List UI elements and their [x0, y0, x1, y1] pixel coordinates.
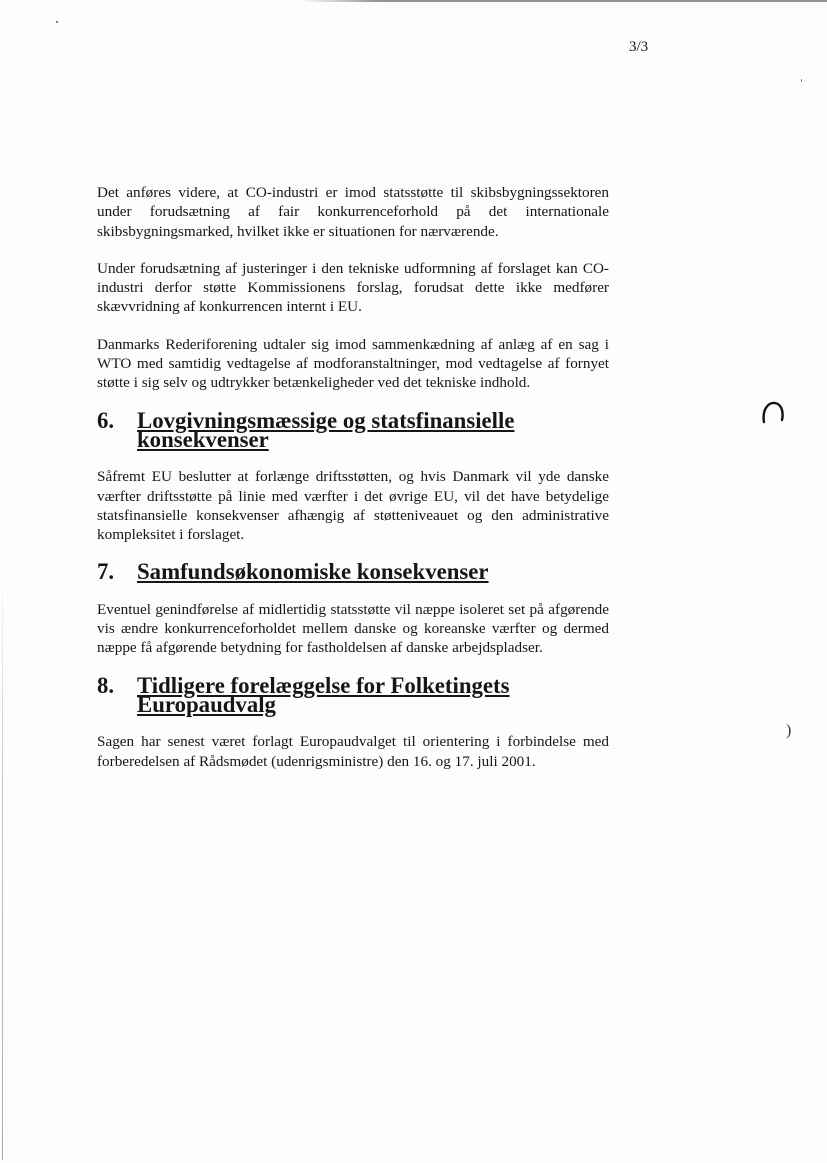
- paragraph: Danmarks Rederiforening udtaler sig imod sammenkædning af anlæg af en sag i WTO med samtidig vedtagelse af modforanstaltninger, mod vedtagelse af fornyet støtte i sig selv og udtrykker betænkeligheder ved det tekniske indhold.: [97, 335, 609, 392]
- scan-speck: [56, 21, 58, 23]
- scan-speck: [801, 79, 802, 82]
- section-title: Samfundsøkonomiske konsekvenser: [137, 559, 489, 585]
- margin-mark: ): [786, 722, 792, 739]
- section-heading: [97, 407, 609, 452]
- punch-hole-mark: [760, 398, 786, 424]
- section-title: Tidligere forelæggelse for Folketingets Europaudvalg: [137, 672, 510, 717]
- paragraph: Eventuel genindførelse af midlertidig statsstøtte vil næppe isoleret set på afgørende vis ændre konkurrenceforholdet mellem danske og koreanske værfter og dermed næppe få afgørende betydning for fastholdelsen af danske arbejdspladser.: [97, 600, 609, 657]
- document-body: [97, 183, 609, 771]
- section-number: 6.: [97, 407, 115, 433]
- paragraph: Under forudsætning af justeringer i den tekniske udformning af forslaget kan CO-industri derfor støtte Kommissionens forslag, forudsat dette ikke medfører skævvridning af konkurrencen internt i EU.: [97, 259, 609, 316]
- paragraph: Sagen har senest været forlagt Europaudvalget til orientering i forbindelse med forberedelsen af Rådsmødet (udenrigsministre) den 16. og 17. juli 2001.: [97, 733, 609, 770]
- section-number: 7.: [97, 559, 115, 585]
- scan-edge-line: [300, 0, 827, 2]
- section-heading: [97, 672, 609, 717]
- paragraph: Såfremt EU beslutter at forlænge driftsstøtten, og hvis Danmark vil yde danske værfter driftsstøtte på linie med værfter i det øvrige EU, vil det have betydelige statsfinansielle konsekvenser afhængig af støtteniveauet og den administrative kompleksitet i forslaget.: [97, 468, 609, 544]
- page-number: 3/3: [629, 39, 649, 55]
- scan-edge-line: [2, 560, 3, 1160]
- section-number: 8.: [97, 672, 115, 698]
- section-title: Lovgivningsmæssige og statsfinansielle konsekvenser: [137, 407, 515, 452]
- section-heading: [97, 559, 609, 585]
- paragraph: Det anføres videre, at CO-industri er imod statsstøtte til skibsbygningssektoren under forudsætning af fair konkurrenceforhold på det internationale skibsbygningsmarked, hvilket ikke er situationen for nærværende.: [97, 184, 609, 240]
